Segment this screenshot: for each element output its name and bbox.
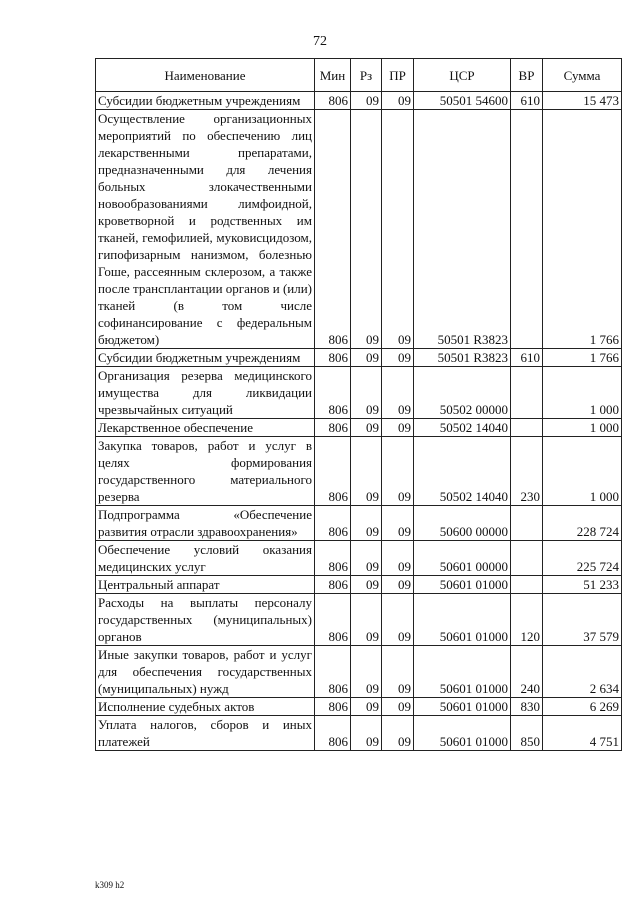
cell-sum: 1 000 bbox=[543, 437, 622, 506]
table-row bbox=[96, 110, 622, 349]
header-rz: Рз bbox=[351, 59, 382, 92]
table-row bbox=[96, 698, 622, 716]
cell-min: 806 bbox=[315, 576, 351, 594]
cell-vr: 850 bbox=[511, 716, 543, 751]
cell-min: 806 bbox=[315, 367, 351, 419]
cell-rz: 09 bbox=[351, 576, 382, 594]
cell-vr bbox=[511, 506, 543, 541]
cell-name: Центральный аппарат bbox=[96, 576, 315, 594]
cell-rz: 09 bbox=[351, 506, 382, 541]
cell-csr: 50502 00000 bbox=[414, 367, 511, 419]
cell-csr: 50501 R3823 bbox=[414, 349, 511, 367]
cell-sum: 6 269 bbox=[543, 698, 622, 716]
cell-rz: 09 bbox=[351, 698, 382, 716]
cell-vr: 120 bbox=[511, 594, 543, 646]
page-number: 72 bbox=[313, 34, 327, 49]
table-header-row bbox=[96, 59, 622, 92]
cell-vr bbox=[511, 576, 543, 594]
cell-vr bbox=[511, 110, 543, 349]
cell-name: Закупка товаров, работ и услуг в целях формирования государственного материального резерва bbox=[96, 437, 315, 506]
header-csr: ЦСР bbox=[414, 59, 511, 92]
cell-pr: 09 bbox=[382, 716, 414, 751]
cell-vr bbox=[511, 419, 543, 437]
cell-name: Субсидии бюджетным учреждениям bbox=[96, 349, 315, 367]
cell-pr: 09 bbox=[382, 576, 414, 594]
cell-pr: 09 bbox=[382, 110, 414, 349]
cell-sum: 4 751 bbox=[543, 716, 622, 751]
cell-csr: 50502 14040 bbox=[414, 419, 511, 437]
cell-csr: 50601 01000 bbox=[414, 646, 511, 698]
cell-rz: 09 bbox=[351, 419, 382, 437]
cell-csr: 50601 01000 bbox=[414, 576, 511, 594]
cell-rz: 09 bbox=[351, 541, 382, 576]
cell-min: 806 bbox=[315, 541, 351, 576]
cell-name: Лекарственное обеспечение bbox=[96, 419, 315, 437]
cell-min: 806 bbox=[315, 646, 351, 698]
cell-min: 806 bbox=[315, 506, 351, 541]
cell-rz: 09 bbox=[351, 367, 382, 419]
cell-pr: 09 bbox=[382, 541, 414, 576]
cell-name: Уплата налогов, сборов и иных платежей bbox=[96, 716, 315, 751]
cell-vr: 610 bbox=[511, 92, 543, 110]
cell-rz: 09 bbox=[351, 437, 382, 506]
cell-pr: 09 bbox=[382, 646, 414, 698]
cell-sum: 1 000 bbox=[543, 367, 622, 419]
cell-min: 806 bbox=[315, 698, 351, 716]
cell-rz: 09 bbox=[351, 594, 382, 646]
cell-name: Организация резерва медицинского имущества для ликвидации чрезвычайных ситуаций bbox=[96, 367, 315, 419]
cell-csr: 50601 01000 bbox=[414, 594, 511, 646]
cell-pr: 09 bbox=[382, 437, 414, 506]
cell-sum: 228 724 bbox=[543, 506, 622, 541]
cell-csr: 50601 01000 bbox=[414, 716, 511, 751]
cell-rz: 09 bbox=[351, 92, 382, 110]
table-row bbox=[96, 594, 622, 646]
cell-csr: 50601 01000 bbox=[414, 698, 511, 716]
table-row bbox=[96, 506, 622, 541]
header-sum: Сумма bbox=[543, 59, 622, 92]
cell-rz: 09 bbox=[351, 110, 382, 349]
cell-pr: 09 bbox=[382, 698, 414, 716]
cell-min: 806 bbox=[315, 92, 351, 110]
cell-sum: 1 766 bbox=[543, 110, 622, 349]
cell-min: 806 bbox=[315, 437, 351, 506]
cell-pr: 09 bbox=[382, 594, 414, 646]
cell-min: 806 bbox=[315, 349, 351, 367]
cell-csr: 50600 00000 bbox=[414, 506, 511, 541]
cell-vr bbox=[511, 541, 543, 576]
cell-min: 806 bbox=[315, 419, 351, 437]
table-row bbox=[96, 541, 622, 576]
cell-name: Субсидии бюджетным учреждениям bbox=[96, 92, 315, 110]
cell-vr: 240 bbox=[511, 646, 543, 698]
cell-pr: 09 bbox=[382, 349, 414, 367]
cell-sum: 51 233 bbox=[543, 576, 622, 594]
cell-sum: 15 473 bbox=[543, 92, 622, 110]
cell-vr: 610 bbox=[511, 349, 543, 367]
cell-csr: 50501 54600 bbox=[414, 92, 511, 110]
table-row bbox=[96, 437, 622, 506]
cell-name: Иные закупки товаров, работ и услуг для обеспечения государственных (муниципальных) нужд bbox=[96, 646, 315, 698]
cell-name: Обеспечение условий оказания медицинских услуг bbox=[96, 541, 315, 576]
cell-name: Подпрограмма «Обеспечение развития отрасли здравоохранения» bbox=[96, 506, 315, 541]
cell-name: Расходы на выплаты персоналу государственных (муниципальных) органов bbox=[96, 594, 315, 646]
cell-csr: 50502 14040 bbox=[414, 437, 511, 506]
cell-sum: 225 724 bbox=[543, 541, 622, 576]
header-vr: ВР bbox=[511, 59, 543, 92]
cell-csr: 50501 R3823 bbox=[414, 110, 511, 349]
table-row bbox=[96, 576, 622, 594]
table-row bbox=[96, 419, 622, 437]
cell-vr: 830 bbox=[511, 698, 543, 716]
table-body bbox=[96, 92, 622, 751]
cell-rz: 09 bbox=[351, 349, 382, 367]
cell-sum: 1 766 bbox=[543, 349, 622, 367]
cell-sum: 1 000 bbox=[543, 419, 622, 437]
cell-vr bbox=[511, 367, 543, 419]
cell-sum: 37 579 bbox=[543, 594, 622, 646]
cell-rz: 09 bbox=[351, 646, 382, 698]
header-name: Наименование bbox=[96, 59, 315, 92]
table-row bbox=[96, 92, 622, 110]
cell-min: 806 bbox=[315, 594, 351, 646]
cell-min: 806 bbox=[315, 110, 351, 349]
cell-name: Осуществление организационных мероприятий по обеспечению лиц лекарственными препаратами, предназначенными для лечения больных злокачественными новообразованиями лимфоидной, кроветворной и родственных им тканей, гемофилией, муковисцидозом, гипофизарным нанизмом, болезнью Гоше, рассеянным склерозом, а также после трансплантации органов и (или) тканей (в том числе софинансирование с федеральным бюджетом) bbox=[96, 110, 315, 349]
cell-vr: 230 bbox=[511, 437, 543, 506]
cell-rz: 09 bbox=[351, 716, 382, 751]
header-min: Мин bbox=[315, 59, 351, 92]
cell-pr: 09 bbox=[382, 367, 414, 419]
cell-min: 806 bbox=[315, 716, 351, 751]
header-pr: ПР bbox=[382, 59, 414, 92]
table-row bbox=[96, 367, 622, 419]
cell-sum: 2 634 bbox=[543, 646, 622, 698]
budget-table bbox=[95, 58, 622, 751]
table-row bbox=[96, 349, 622, 367]
cell-csr: 50601 00000 bbox=[414, 541, 511, 576]
table-row bbox=[96, 646, 622, 698]
cell-pr: 09 bbox=[382, 506, 414, 541]
table-row bbox=[96, 716, 622, 751]
cell-pr: 09 bbox=[382, 419, 414, 437]
footer-code: k309 h2 bbox=[95, 880, 125, 890]
cell-name: Исполнение судебных актов bbox=[96, 698, 315, 716]
cell-pr: 09 bbox=[382, 92, 414, 110]
